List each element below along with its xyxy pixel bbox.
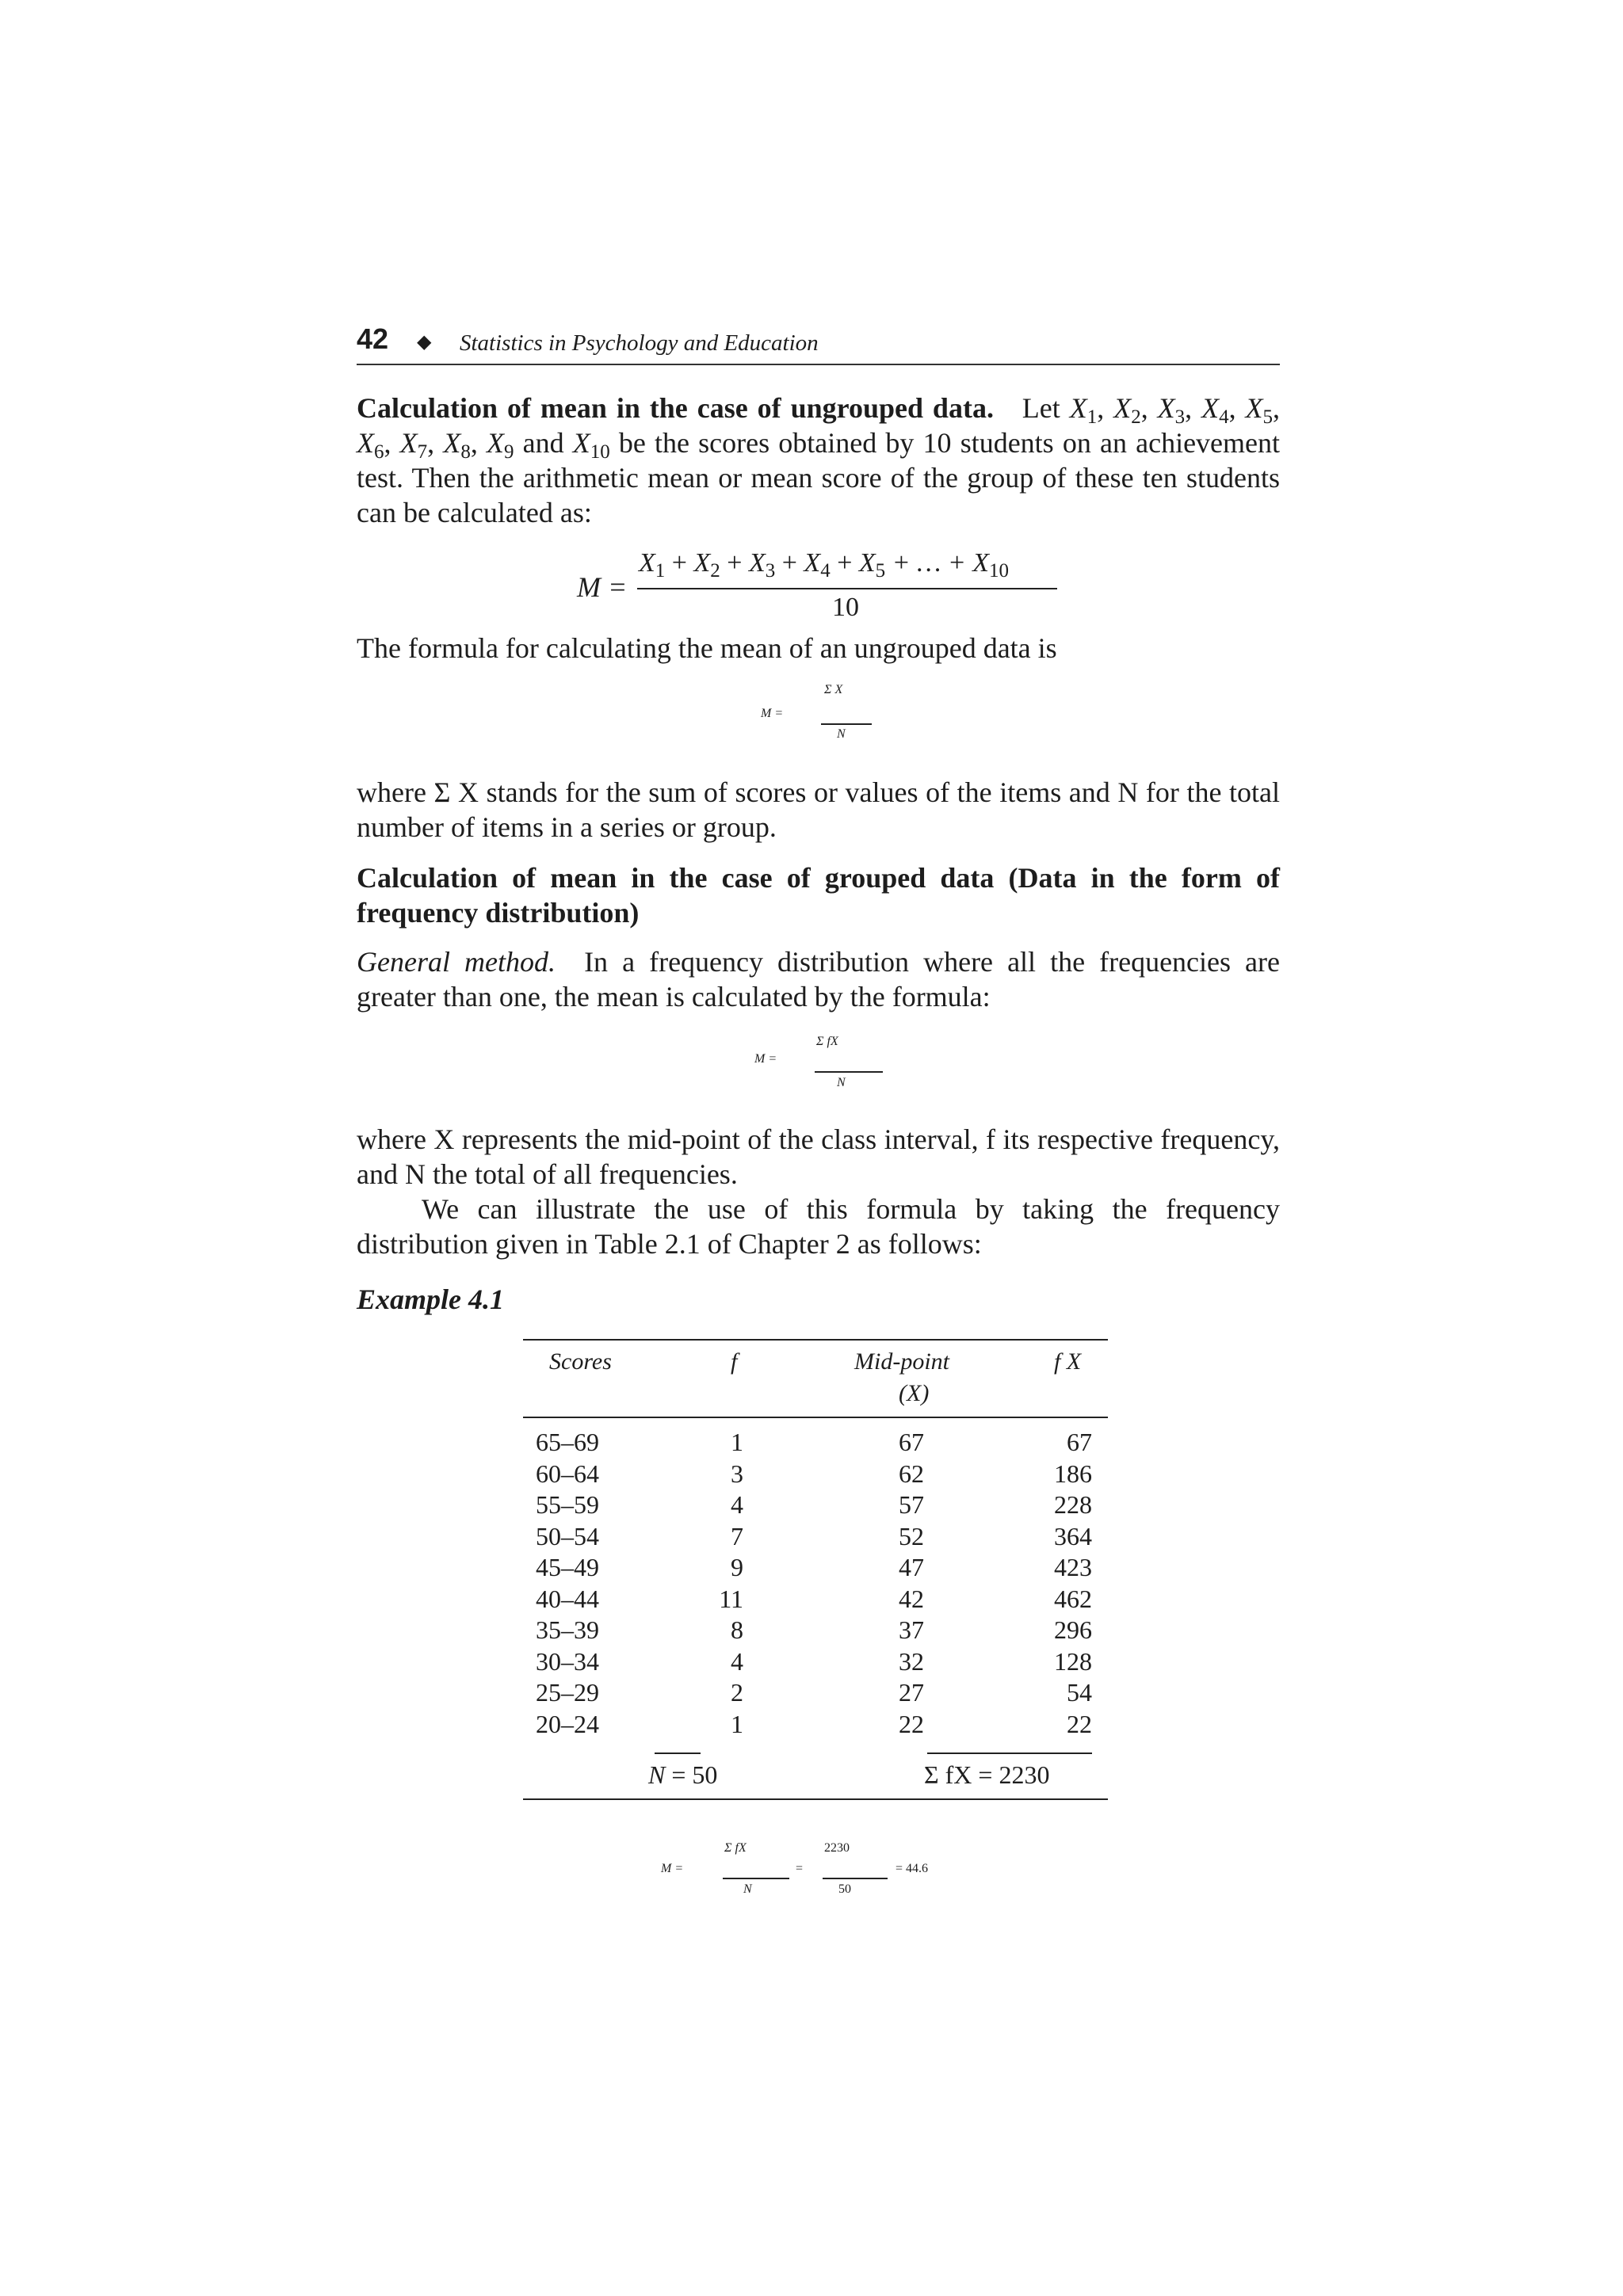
cell-midpoint: 32 [899, 1647, 924, 1676]
cell-scores: 55–59 [536, 1490, 599, 1519]
cell-f: 7 [731, 1522, 743, 1550]
cell-midpoint: 67 [899, 1428, 924, 1456]
fraction-bar [815, 1071, 883, 1073]
final-numerator-2: 2230 [824, 1841, 850, 1855]
formula2-denominator: N [837, 727, 846, 741]
cell-fx: 186 [1054, 1459, 1092, 1488]
ungrouped-formula-intro: The formula for calculating the mean of an ungrouped data is [357, 632, 1057, 664]
illustration-paragraph: We can illustrate the use of this formula by taking the frequency distribution given in Table 2.1 of Chapter 2 as follows: [357, 1193, 1280, 1260]
fraction-bar [823, 1878, 888, 1879]
cell-scores: 65–69 [536, 1428, 599, 1456]
formula2-lhs: M = [761, 707, 784, 720]
cell-scores: 25–29 [536, 1678, 599, 1707]
final-denominator-2: 50 [838, 1882, 851, 1896]
total-n: N = 50 [648, 1760, 718, 1789]
table-header-rule [523, 1417, 1108, 1418]
cell-scores: 35–39 [536, 1615, 599, 1644]
cell-midpoint: 52 [899, 1522, 924, 1550]
page-number: 42 [357, 322, 389, 355]
header-midpoint-symbol: (X) [899, 1380, 930, 1406]
cell-f: 8 [731, 1615, 743, 1644]
formula2-numerator: Σ X [824, 683, 843, 696]
cell-midpoint: 47 [899, 1553, 924, 1581]
book-title: Statistics in Psychology and Education [460, 330, 819, 356]
formula3-lhs: M = [754, 1052, 777, 1066]
formula1-numerator: $X_1 + X_2 + X_3 + X_4 + X_5$ + … + $X_{10}$ [639, 548, 1010, 582]
general-method-paragraph [357, 944, 1280, 1014]
section1-paragraph: Calculation of mean in the case of ungrouped data. Let $X_1$, $X_2$, $X_3$, $X_4$, $X_5$, $X_6$, $X_7$, $X_8$, $X_9$ and $X_{10}$ be the scores obtained by 10 students on an achievement test. Then the arithmetic mean or mean score of the group of these ten students can be calculated as: [357, 392, 1281, 528]
table-top-rule [523, 1339, 1108, 1341]
midpoint-definition: where X represents the mid-point of the class interval, f its respective frequency, and N the total of all frequencies. [357, 1123, 1280, 1190]
cell-midpoint: 42 [899, 1585, 924, 1613]
header-midpoint: Mid-point [854, 1348, 949, 1375]
intro-let: Let [1022, 392, 1060, 424]
cell-f: 2 [731, 1678, 743, 1707]
cell-scores: 50–54 [536, 1522, 599, 1550]
formula3-denominator: N [837, 1076, 846, 1089]
cell-fx: 54 [1067, 1678, 1092, 1707]
cell-f: 3 [731, 1459, 743, 1488]
cell-midpoint: 37 [899, 1615, 924, 1644]
header-f: f [731, 1348, 738, 1375]
cell-scores: 45–49 [536, 1553, 599, 1581]
cell-midpoint: 27 [899, 1678, 924, 1707]
cell-f: 4 [731, 1647, 743, 1676]
formula1-lhs: M = [577, 571, 628, 603]
cell-fx: 364 [1054, 1522, 1092, 1550]
cell-fx: 67 [1067, 1428, 1092, 1456]
final-result: = 44.6 [896, 1862, 929, 1875]
cell-midpoint: 57 [899, 1490, 924, 1519]
formula1-denominator: 10 [832, 593, 859, 622]
cell-fx: 423 [1054, 1553, 1092, 1581]
cell-fx: 228 [1054, 1490, 1092, 1519]
cell-f: 9 [731, 1553, 743, 1581]
diamond-icon: ◆ [417, 330, 432, 353]
fraction-bar [637, 588, 1057, 589]
total-fx: Σ fX = 2230 [924, 1760, 1050, 1789]
cell-f: 11 [719, 1585, 743, 1613]
sigma-x-definition: where Σ X stands for the sum of scores or values of the items and N for the total number of items in a series or group. [357, 776, 1280, 843]
cell-f: 4 [731, 1490, 743, 1519]
sum-rule-fx [927, 1753, 1092, 1754]
cell-fx: 462 [1054, 1585, 1092, 1613]
general-method-label: General method. [357, 946, 556, 978]
section2-heading: Calculation of mean in the case of grouped data (Data in the form of frequency distribution) [357, 862, 1280, 929]
running-head [357, 321, 1280, 365]
fraction-bar [723, 1878, 789, 1879]
fraction-bar [821, 723, 872, 725]
cell-fx: 22 [1067, 1710, 1092, 1738]
header-fx: f X [1054, 1348, 1082, 1375]
cell-f: 1 [731, 1428, 743, 1456]
cell-fx: 296 [1054, 1615, 1092, 1644]
section1-intro: be the scores obtained by 10 students on an achievement test. Then the arithmetic mean or mean score of the group of these ten students can be calculated as: [357, 427, 1281, 528]
cell-scores: 60–64 [536, 1459, 599, 1488]
section1-heading: Calculation of mean in the case of ungrouped data. [357, 392, 994, 424]
cell-f: 1 [731, 1710, 743, 1738]
cell-fx: 128 [1054, 1647, 1092, 1676]
table-bottom-rule [523, 1798, 1108, 1800]
final-denominator-1: N [743, 1882, 752, 1896]
cell-scores: 20–24 [536, 1710, 599, 1738]
cell-scores: 30–34 [536, 1647, 599, 1676]
page [357, 321, 1280, 365]
sum-rule-f [655, 1753, 701, 1754]
formula3-numerator: Σ fX [816, 1035, 838, 1048]
general-method-text: In a frequency distribution where all the frequencies are greater than one, the mean is calculated by the formula: [357, 946, 1280, 1013]
cell-midpoint: 22 [899, 1710, 924, 1738]
final-numerator-1: Σ fX [724, 1841, 747, 1855]
final-lhs: M = [661, 1862, 684, 1875]
header-scores: Scores [549, 1348, 612, 1375]
cell-midpoint: 62 [899, 1459, 924, 1488]
final-equals: = [796, 1862, 804, 1875]
example-label: Example 4.1 [357, 1283, 504, 1315]
cell-scores: 40–44 [536, 1585, 599, 1613]
